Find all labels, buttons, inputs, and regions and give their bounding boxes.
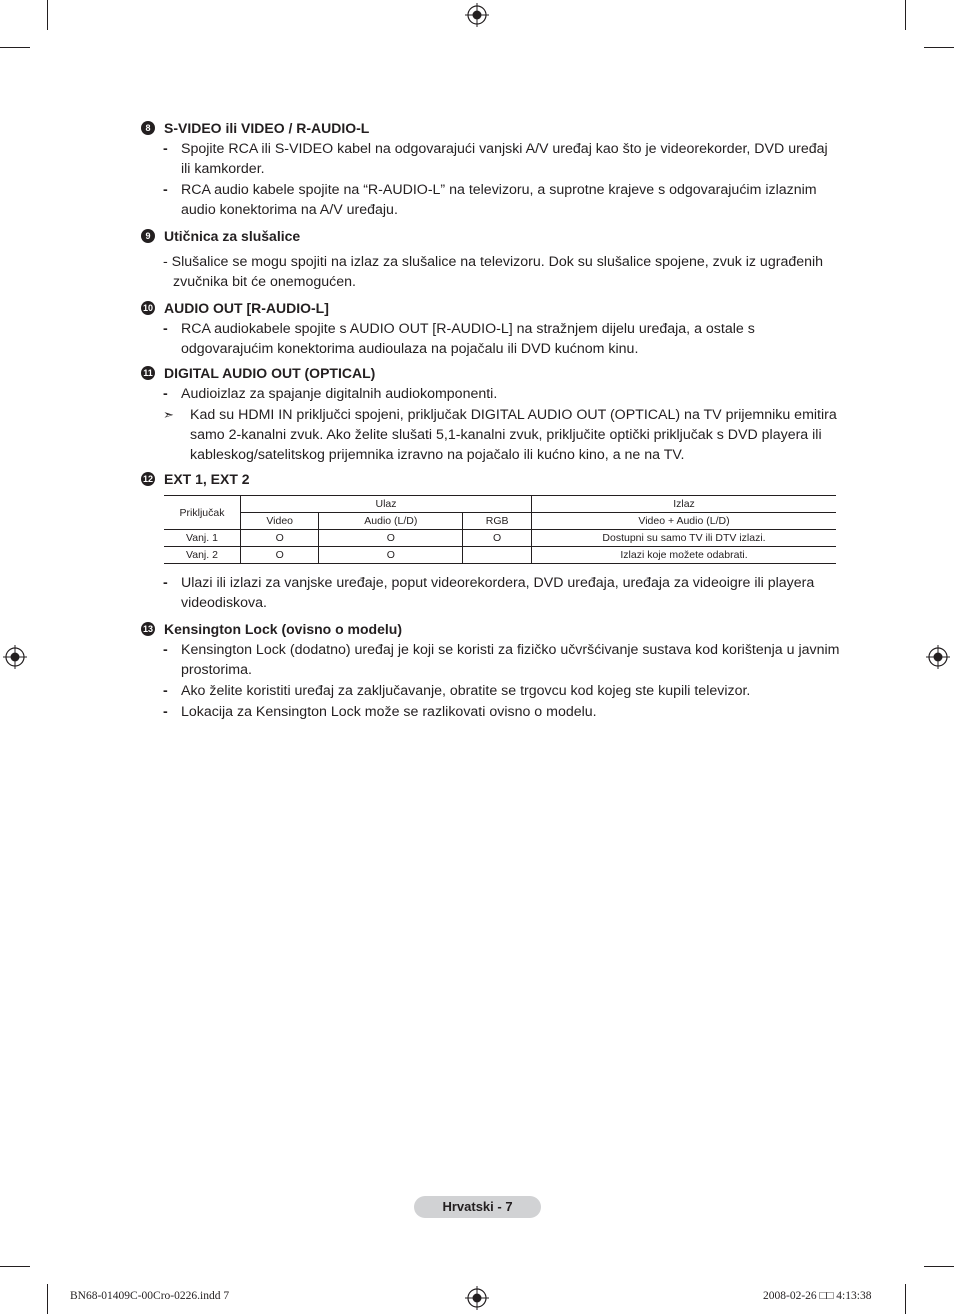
table-row [164, 547, 836, 564]
bullet-dash: - [163, 704, 168, 720]
table-header-audio: Audio (L/D) [319, 513, 463, 530]
note-arrow-icon: ➣ [163, 407, 174, 422]
page-number-badge: Hrvatski - 7 [414, 1196, 541, 1218]
slug-file-name: BN68-01409C-00Cro-0226.indd 7 [70, 1290, 230, 1302]
list-item [163, 573, 841, 613]
crop-mark [905, 0, 906, 30]
table-row [164, 530, 836, 547]
bullet-dash: - [163, 321, 168, 337]
bullet-text: Ulazi ili izlazi za vanjske uređaje, poput videorekordera, DVD uređaja, uređaja za videoigre ili playera videodiskova. [181, 575, 815, 611]
slug-timestamp: 2008-02-26 □□ 4:13:38 [763, 1290, 872, 1302]
bullet-text: Spojite RCA ili S-VIDEO kabel na odgovarajući vanjski A/V uređaj kao što je videorekorder, DVD uređaj ili kamkorder. [181, 141, 828, 177]
section-title: DIGITAL AUDIO OUT (OPTICAL) [164, 365, 376, 381]
table-cell: Vanj. 2 [164, 547, 241, 564]
bullet-text: Kensington Lock (dodatno) uređaj je koji se koristi za fizičko učvršćivanje sustava kod korištenja u javnim prostorima. [181, 642, 840, 678]
page-content [141, 114, 841, 722]
bullet-text: Ako želite koristiti uređaj za zaključavanje, obratite se trgovcu kod kojeg ste kupili televizor. [181, 683, 751, 699]
table-header-output-col: Video + Audio (L/D) [532, 513, 837, 530]
section-heading [141, 363, 841, 383]
table-cell: O [241, 530, 319, 547]
crop-mark [47, 1284, 48, 1314]
section-heading [141, 118, 841, 138]
bullet-dash: - [163, 386, 168, 402]
section-title: S-VIDEO ili VIDEO / R-AUDIO-L [164, 120, 370, 136]
table-header-rgb: RGB [463, 513, 532, 530]
list-item [163, 640, 841, 680]
crop-mark [0, 1266, 30, 1267]
section-title: EXT 1, EXT 2 [164, 471, 250, 487]
crop-mark [0, 47, 30, 48]
registration-mark-icon [465, 1286, 489, 1310]
list-item [163, 681, 841, 701]
section-title: Utičnica za slušalice [164, 228, 301, 244]
section-title: AUDIO OUT [R-AUDIO-L] [164, 300, 329, 316]
section-number-badge: 8 [141, 121, 155, 135]
crop-mark [47, 0, 48, 30]
section-number-badge: 9 [141, 229, 155, 243]
section-number-badge: 11 [141, 366, 155, 380]
list-item [163, 180, 841, 220]
table-cell: O [319, 530, 463, 547]
section-heading [141, 619, 841, 639]
section-title: Kensington Lock (ovisno o modelu) [164, 621, 402, 637]
bullet-text: Lokacija za Kensington Lock može se razlikovati ovisno o modelu. [181, 704, 597, 720]
table-cell: O [319, 547, 463, 564]
bullet-dash: - [163, 141, 168, 157]
ext-connector-table [164, 495, 836, 564]
section-number-badge: 10 [142, 303, 153, 313]
table-header-output: Izlaz [532, 496, 837, 513]
registration-mark-icon [3, 645, 27, 669]
bullet-text: Audioizlaz za spajanje digitalnih audiokomponenti. [181, 386, 498, 402]
table-cell: Izlazi koje možete odabrati. [532, 547, 837, 564]
list-item [163, 384, 841, 404]
bullet-dash: - [163, 182, 168, 198]
crop-mark [924, 47, 954, 48]
list-item: - Slušalice se mogu spojiti na izlaz za slušalice na televizoru. Dok su slušalice spojene, zvuk iz ugrađenih zvučnika bit će onemogućen. [163, 254, 824, 290]
note-text: Kad su HDMI IN priključci spojeni, priključak DIGITAL AUDIO OUT (OPTICAL) na TV prijemniku emitira samo 2-kanalni zvuk. Ako želite slušati 5,1-kanalni zvuk, priključite optički priključak s DVD playera ili kableskog/satelitskog prijemnika izravno na pojačalo ili kućno kino, a ne na TV. [190, 407, 837, 463]
table-header-video: Video [241, 513, 319, 530]
table-cell [463, 547, 532, 564]
bullet-dash: - [163, 683, 168, 699]
bullet-text: RCA audio kabele spojite na “R-AUDIO-L” na televizoru, a suprotne krajeve s odgovarajućim izlaznim audio konektorima na A/V uređaju. [181, 182, 817, 218]
registration-mark-icon [926, 645, 950, 669]
list-item [163, 319, 841, 359]
table-cell: O [463, 530, 532, 547]
crop-mark [924, 1266, 954, 1267]
crop-mark [905, 1284, 906, 1314]
section-heading [141, 298, 841, 318]
bullet-text: RCA audiokabele spojite s AUDIO OUT [R-AUDIO-L] na stražnjem dijelu uređaja, a ostale s odgovarajućim konektorima audioulaza na pojačalu ili DVD kućnom kinu. [181, 321, 755, 357]
list-item [163, 139, 841, 179]
section-number-badge: 12 [142, 474, 153, 484]
table-header-input: Ulaz [241, 496, 532, 513]
section-number-badge: 13 [142, 624, 153, 634]
bullet-dash: - [163, 575, 168, 591]
bullet-dash: - [163, 642, 168, 658]
table-cell: Dostupni su samo TV ili DTV izlazi. [532, 530, 837, 547]
table-cell: O [241, 547, 319, 564]
list-item [163, 702, 841, 722]
table-cell: Vanj. 1 [164, 530, 241, 547]
section-heading [141, 469, 841, 489]
registration-mark-icon [465, 3, 489, 27]
table-header-connector: Priključak [164, 496, 241, 530]
section-heading [141, 226, 841, 246]
note [163, 405, 841, 465]
